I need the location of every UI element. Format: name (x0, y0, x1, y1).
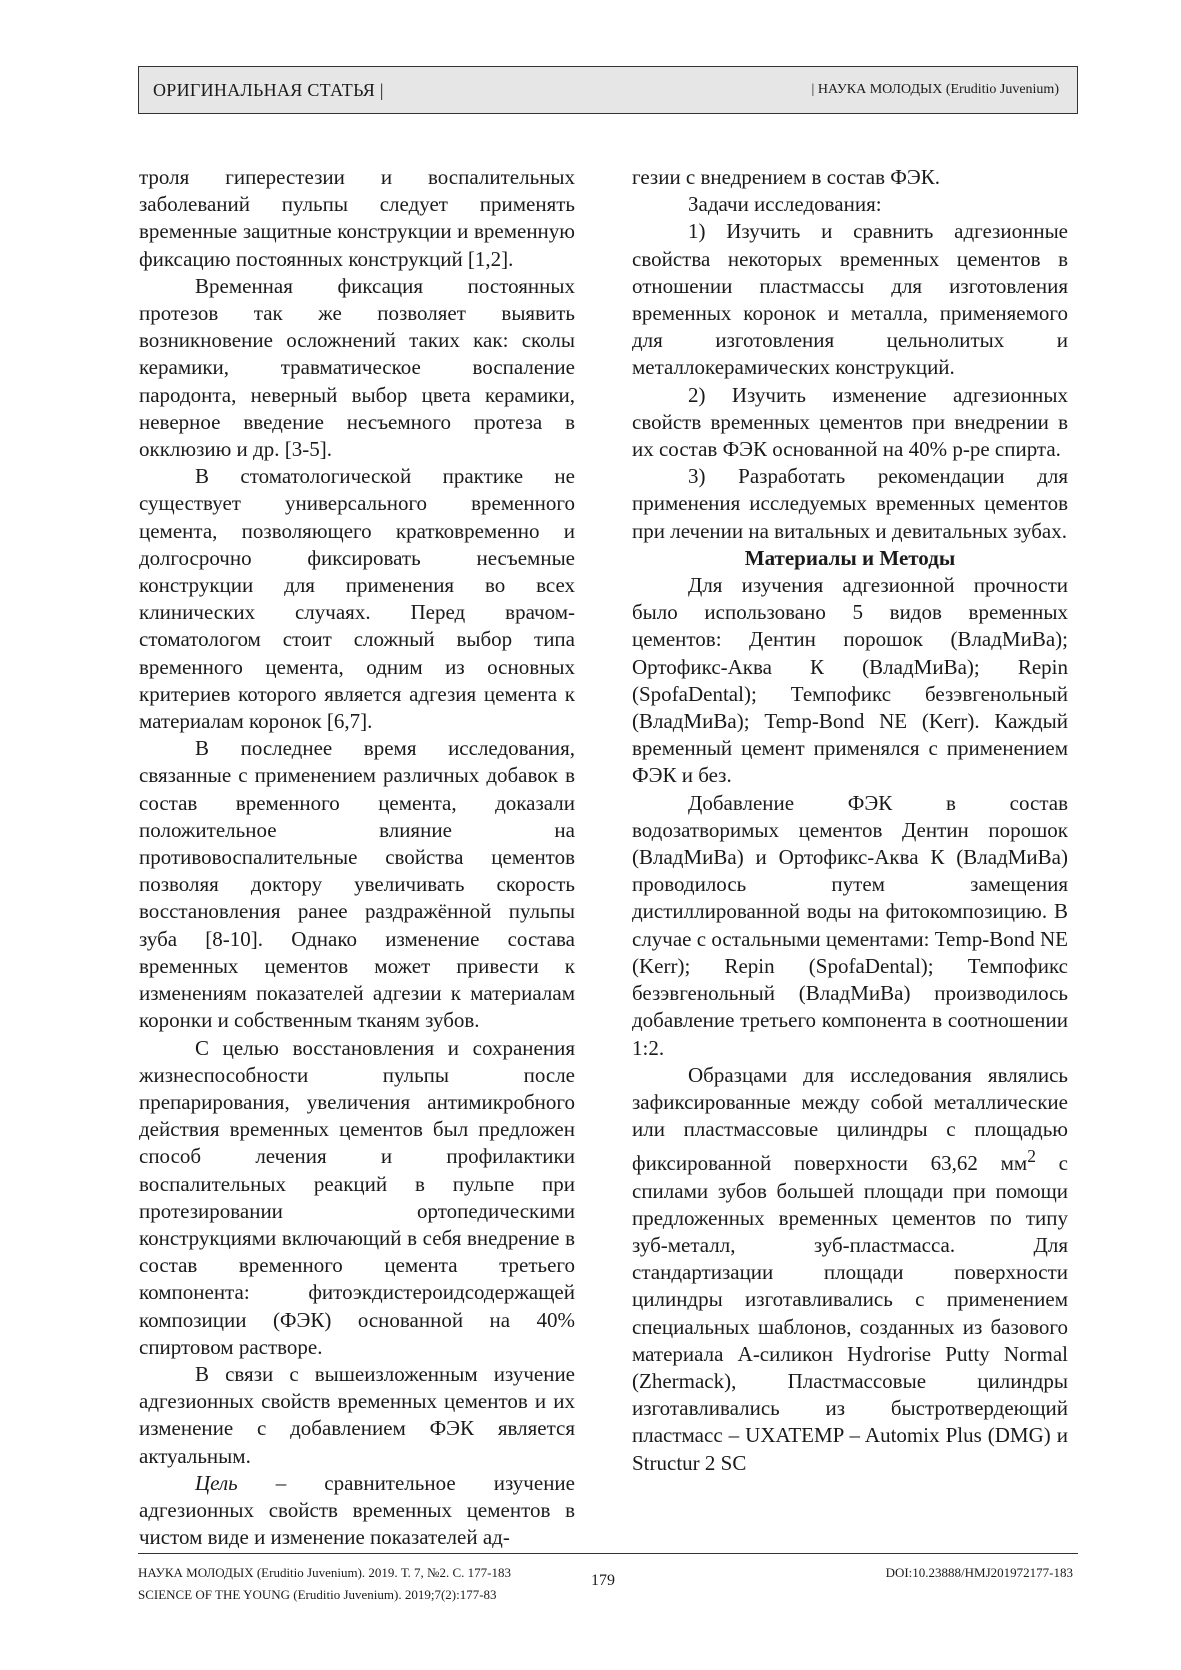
paragraph: троля гиперестезии и воспалительных заболеваний пульпы следует применять временные защитные конструкции и временную фиксацию постоянных конструкций [1,2]. (139, 165, 575, 271)
paragraph: 3) Разработать рекомендации для применения исследуемых временных цементов при лечении на витальных и девитальных зубах. (632, 464, 1068, 543)
paragraph: Добавление ФЭК в состав водозатворимых цементов Дентин порошок (ВладМиВа) и Ортофикс-Аква К (ВладМиВа) проводилось путем замещения дистиллированной воды на фитокомпозицию. В случае с остальными цементами: Temp-Bond NE (Kerr); Repin (SpofaDental); Темпофикс безэвгенольный (ВладМиВа) производилось добавление третьего компонента в соотношении 1:2. (632, 790, 1068, 1060)
paragraph: В стоматологической практике не существует универсального временного цемента, позволяющего кратковременно и долгосрочно фиксировать несъемные конструкции для применения во всех клинических случаях. Перед врачом-стоматологом стоит сложный выбор типа временного цемента, одним из основных критериев которого является адгезия цемента к материалам коронок [6,7]. (139, 464, 575, 734)
paragraph: Для изучения адгезионной прочности было использовано 5 видов временных цементов: Дентин порошок (ВладМиВа); Ортофикс-Аква К (ВладМиВа); Repin (SpofaDental); Темпофикс безэвгенольный (ВладМиВа); Temp-Bond NE (Kerr). Каждый временный цемент применялся с применением ФЭК и без. (632, 573, 1068, 788)
paragraph (632, 1062, 1068, 1477)
paragraph: Задачи исследования: (688, 192, 882, 217)
right-column (632, 164, 1068, 1477)
running-header (138, 66, 1078, 114)
paragraph: гезии с внедрением в состав ФЭК. (632, 165, 941, 189)
paragraph: 2) Изучить изменение адгезионных свойств временных цементов при внедрении в их состав ФЭК основанной на 40% р-ре спирта. (632, 382, 1068, 462)
citation-en: SCIENCE OF THE YOUNG (Eruditio Juvenium). 2019;7(2):177-83 (138, 1587, 497, 1602)
goal-paragraph (139, 1470, 575, 1552)
paragraph: Временная фиксация постоянных протезов так же позволяет выявить возникновение осложнений таких как: сколы керамики, травматическое воспаление пародонта, неверный выбор цвета керамики, неверное введение несъемного протеза в окклюзию и др. [3-5]. (139, 273, 575, 462)
paragraph: В связи с вышеизложенным изучение адгезионных свойств временных цементов и их изменение с добавлением ФЭК является актуальным. (139, 1361, 575, 1468)
doi: DOI:10.23888/HMJ201972177-183 (885, 1565, 1073, 1580)
paragraph: В последнее время исследования, связанные с применением различных добавок в состав временного цемента, доказали положительное влияние на противовоспалительные свойства цементов позволяя доктору увеличивать скорость восстановления ранее раздражённой пульпы зуба [8-10]. Однако изменение состава временных цементов может привести к изменениям показателей адгезии к материалам коронки и собственным тканям зубов. (139, 736, 575, 1033)
header-article-type: ОРИГИНАЛЬНАЯ СТАТЬЯ | (153, 79, 384, 100)
footer-citation (138, 1562, 511, 1606)
goal-text: – сравнительное изучение адгезионных свойств временных цементов в чистом виде и изменение показателей ад- (139, 1470, 575, 1550)
footer-divider (138, 1553, 1078, 1554)
paragraph-part: Образцами для исследования являлись зафиксированные между собой металлические или пластмассовые цилиндры с площадью фиксированной поверхности 63,62 мм (632, 1062, 1068, 1176)
page-number: 179 (591, 1572, 615, 1589)
citation-ru: НАУКА МОЛОДЫХ (Eruditio Juvenium). 2019. Т. 7, №2. С. 177-183 (138, 1565, 511, 1580)
superscript: 2 (1027, 1146, 1036, 1167)
section-title: Материалы и Методы (744, 545, 956, 570)
header-journal-name: | НАУКА МОЛОДЫХ (Eruditio Juvenium) (811, 82, 1059, 97)
left-column (139, 164, 575, 1551)
paragraph-part: с спилами зубов большей площади при помощи предложенных временных цементов по типу зуб-металл, зуб-пластмасса. Для стандартизации площади поверхности цилиндры изготавливались с применением специальных шаблонов, созданных из базового материала А-силикон Hydrorise Putty Normal (Zhermack), Пластмассовые цилиндры изготавливались из быстротвердеющий пластмасс – UXATEMP – Automix Plus (DMG) и Structur 2 SC (632, 1151, 1069, 1475)
paragraph: С целью восстановления и сохранения жизнеспособности пульпы после препарирования, увеличения антимикробного действия временных цементов был предложен способ лечения и профилактики воспалительных реакций в пульпе при протезировании ортопедическими конструкциями включающий в себя внедрение в состав временного цемента третьего компонента: фитоэкдистероидсодержащей композиции (ФЭК) основанной на 40% спиртовом растворе. (139, 1035, 575, 1359)
goal-label: Цель (195, 1470, 238, 1495)
paragraph: 1) Изучить и сравнить адгезионные свойства некоторых временных цементов в отношении пластмассы для изготовления временных коронок и металла, применяемого для изготовления цельнолитых и металлокерамических конструкций. (632, 219, 1068, 380)
